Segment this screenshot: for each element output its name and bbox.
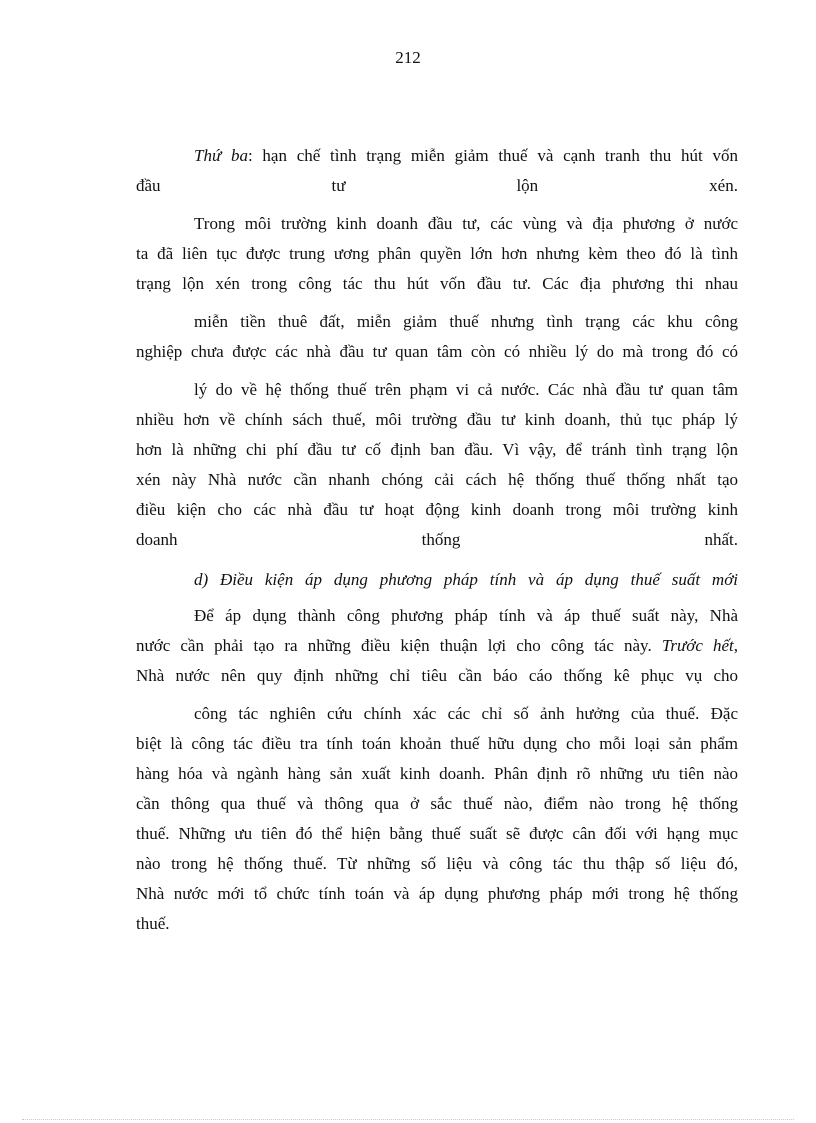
- section-heading-d: d) Điều kiện áp dụng phương pháp tính và áp dụng thuế suất mới: [194, 570, 738, 589]
- word: tư: [331, 176, 346, 195]
- paragraph-2-line-3: trạng lộn xén trong công tác thu hút vốn đầu tư. Các địa phương thi nhau: [136, 274, 738, 293]
- paragraph-4-line-2: nhiều hơn về chính sách thuế, môi trường đầu tư kinh doanh, thủ tục pháp lý: [136, 410, 738, 429]
- word: doanh: [136, 530, 178, 549]
- paragraph-6-line-6: nào trong hệ thống thuế. Từ những số liệu và công tác thu thập số liệu đó,: [136, 854, 738, 873]
- paragraph-6-line-4: cần thông qua thuế và thông qua ở sắc thuế nào, điểm nào trong hệ thống: [136, 794, 738, 813]
- paragraph-2-line-2: ta đã liên tục được trung ương phân quyền lớn hơn nhưng kèm theo đó là tình: [136, 244, 738, 263]
- paragraph-3-line-2: nghiệp chưa được các nhà đầu tư quan tâm còn có nhiều lý do mà trong đó có: [136, 342, 738, 361]
- paragraph-1-line-1: [194, 146, 738, 166]
- word: nhất.: [704, 530, 738, 549]
- paragraph-5-line-1: Để áp dụng thành công phương pháp tính và áp thuế suất này, Nhà: [194, 606, 738, 625]
- paragraph-4-line-3: hơn là những chi phí đầu tư cố định ban đầu. Vì vậy, để tránh tình trạng lộn: [136, 440, 738, 459]
- page-bottom-rule: [22, 1119, 794, 1120]
- word: thống: [421, 530, 461, 549]
- paragraph-6-line-5: thuế. Những ưu tiên đó thể hiện bằng thuế suất sẽ được cân đối với hạng mục: [136, 824, 738, 843]
- word: đầu: [136, 176, 161, 195]
- paragraph-6-line-8: thuế.: [136, 914, 170, 933]
- paragraph-4-line-4: xén này Nhà nước cần nhanh chóng cải cách hệ thống thuế thống nhất tạo: [136, 470, 738, 489]
- comma: ,: [733, 636, 739, 655]
- emphasis-truoc-het: Trước hết: [661, 636, 734, 655]
- paragraph-2-line-1: Trong môi trường kinh doanh đầu tư, các vùng và địa phương ở nước: [194, 214, 738, 233]
- paragraph-4-line-5: điều kiện cho các nhà đầu tư hoạt động kinh doanh trong môi trường kinh: [136, 500, 738, 519]
- paragraph-6-line-3: hàng hóa và ngành hàng sản xuất kinh doanh. Phân định rõ những ưu tiên nào: [136, 764, 738, 783]
- paragraph-6-line-7: Nhà nước mới tổ chức tính toán và áp dụng phương pháp mới trong hệ thống: [136, 884, 738, 903]
- emphasis-thu-ba: Thứ ba: [194, 146, 248, 165]
- word: xén.: [709, 176, 738, 195]
- paragraph-3-line-1: miễn tiền thuê đất, miễn giảm thuế nhưng tình trạng các khu công: [194, 312, 738, 331]
- word: lộn: [516, 176, 539, 195]
- paragraph-1-line-1-text: : hạn chế tình trạng miễn giảm thuế và cạnh tranh thu hút vốn: [247, 146, 739, 165]
- paragraph-6-line-1: công tác nghiên cứu chính xác các chỉ số ảnh hưởng của thuế. Đặc: [194, 704, 738, 723]
- paragraph-4-line-1: lý do về hệ thống thuế trên phạm vi cả nước. Các nhà đầu tư quan tâm: [194, 380, 738, 399]
- paragraph-5-line-2: [136, 636, 738, 656]
- paragraph-4-line-6: [136, 530, 738, 550]
- paragraph-1-line-2: [136, 176, 738, 196]
- paragraph-5-line-2-text: nước cần phải tạo ra những điều kiện thuận lợi cho công tác này.: [136, 636, 652, 655]
- paragraph-6-line-2: biệt là công tác điều tra tính toán khoản thuế hữu dụng cho mỗi loại sản phẩm: [136, 734, 738, 753]
- page-number: 212: [395, 48, 421, 67]
- paragraph-5-line-3: Nhà nước nên quy định những chỉ tiêu cần báo cáo thống kê phục vụ cho: [136, 666, 738, 685]
